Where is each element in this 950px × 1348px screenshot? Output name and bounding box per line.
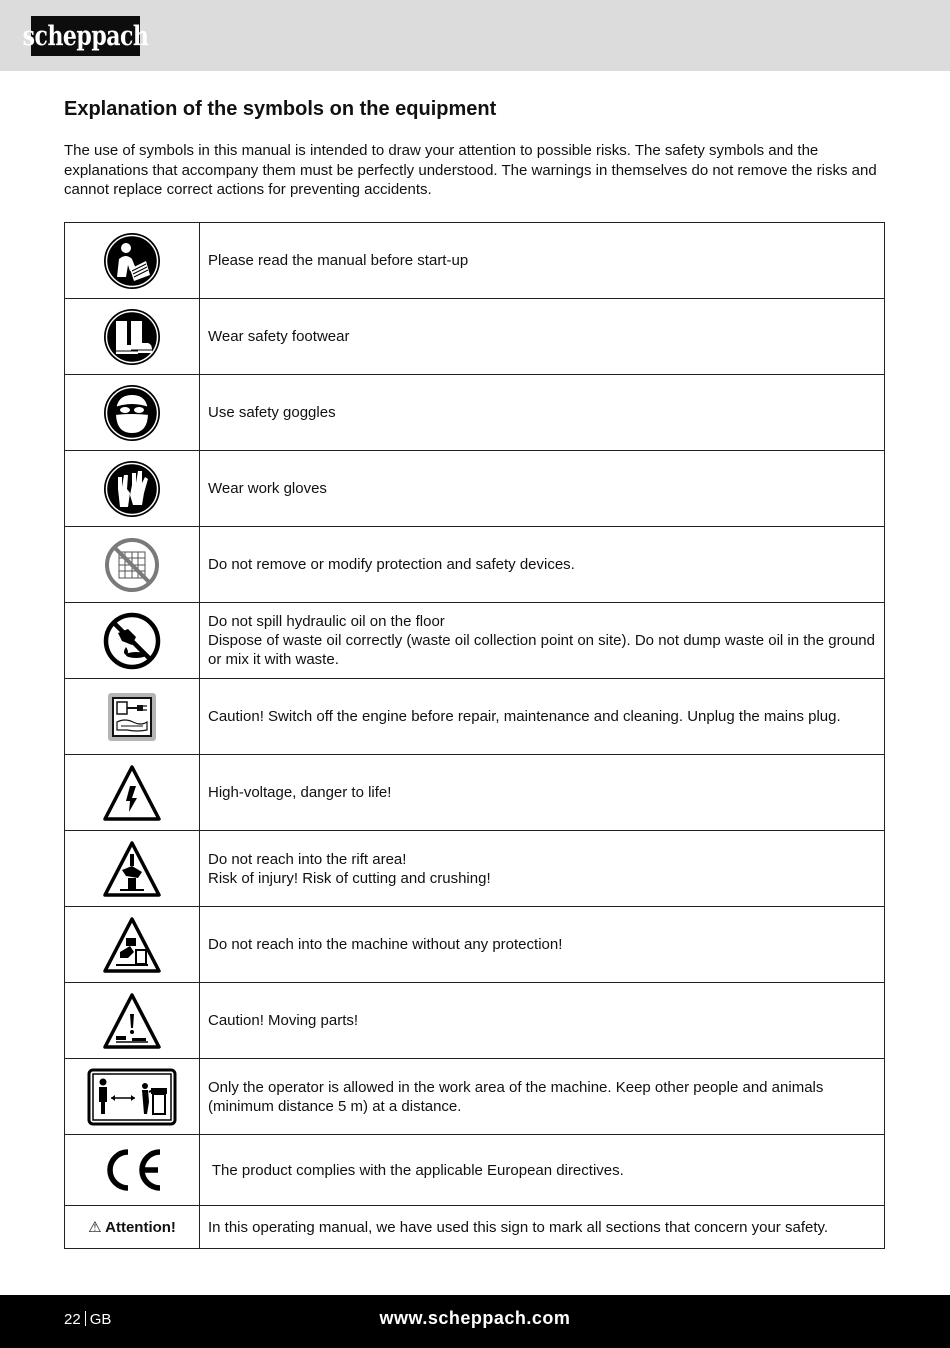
unplug-before-maintenance-icon (107, 692, 157, 742)
symbol-row (65, 907, 885, 983)
symbol-row (65, 223, 885, 299)
page-header (0, 0, 950, 71)
symbol-description: Wear safety footwear (208, 328, 350, 345)
attention-description: In this operating manual, we have used this sign to mark all sections that concern your safety. (208, 1218, 829, 1236)
symbol-description: Dispose of waste oil correctly (waste oil collection point on site). Do not dump waste oil in the ground or mix it with waste. (208, 632, 875, 668)
symbol-description: Caution! Moving parts! (208, 1012, 359, 1029)
safety-footwear-icon (102, 307, 162, 367)
language-code: GB (89, 1311, 112, 1328)
symbol-description: Please read the manual before start-up (208, 252, 469, 269)
symbol-description: Do not remove or modify protection and safety devices. (208, 556, 575, 573)
website-url[interactable]: www.scheppach.com (379, 1308, 571, 1328)
symbol-row (65, 1135, 885, 1206)
symbol-row (65, 375, 885, 451)
symbol-row (65, 299, 885, 375)
work-gloves-icon (102, 459, 162, 519)
symbol-description: Risk of injury! Risk of cutting and crushing! (208, 869, 491, 887)
symbol-description: High-voltage, danger to life! (208, 784, 392, 801)
high-voltage-icon (102, 764, 162, 822)
symbol-row (65, 603, 885, 679)
no-remove-guard-icon (102, 535, 162, 595)
symbol-description: Use safety goggles (208, 404, 336, 421)
ce-mark-icon (98, 1148, 166, 1192)
symbol-description: The product complies with the applicable European directives. (208, 1161, 624, 1179)
operator-distance-icon (87, 1068, 177, 1126)
crush-hazard-icon (102, 840, 162, 898)
brand-logo (22, 16, 149, 56)
attention-label: ⚠ Attention! (88, 1218, 176, 1236)
page-number-value: 22 (64, 1311, 81, 1328)
intro-paragraph: The use of symbols in this manual is intended to draw your attention to possible risks. The safety symbols and the explanations that accompany them must be perfectly understood. The warnings in themselves do not remove the risks and cannot replace correct actions for preventing accidents. (64, 142, 877, 198)
symbol-row (65, 451, 885, 527)
brand-logo-text: scheppach (22, 19, 149, 53)
symbol-description: Do not reach into the machine without any protection! (208, 936, 563, 953)
page-footer (0, 1295, 950, 1348)
moving-parts-icon (102, 992, 162, 1050)
symbol-description: Wear work gloves (208, 480, 327, 497)
page-title: Explanation of the symbols on the equipment (64, 98, 497, 120)
attention-row (65, 1206, 885, 1249)
symbol-description: Do not spill hydraulic oil on the floor (208, 613, 445, 630)
symbol-description: Only the operator is allowed in the work area of the machine. Keep other people and animals (minimum distance 5 m) at a distance. (208, 1078, 824, 1115)
symbol-row (65, 755, 885, 831)
read-manual-icon (102, 231, 162, 291)
symbol-description: Do not reach into the rift area! (208, 850, 407, 868)
symbols-table (64, 222, 885, 1249)
safety-goggles-icon (102, 383, 162, 443)
no-oil-spill-icon (102, 611, 162, 671)
symbol-row (65, 527, 885, 603)
symbol-description: Caution! Switch off the engine before repair, maintenance and cleaning. Unplug the mains plug. (208, 708, 841, 725)
symbol-row (65, 831, 885, 907)
symbol-row (65, 679, 885, 755)
symbol-row (65, 1059, 885, 1135)
symbol-row (65, 983, 885, 1059)
machine-hand-hazard-icon (102, 916, 162, 974)
